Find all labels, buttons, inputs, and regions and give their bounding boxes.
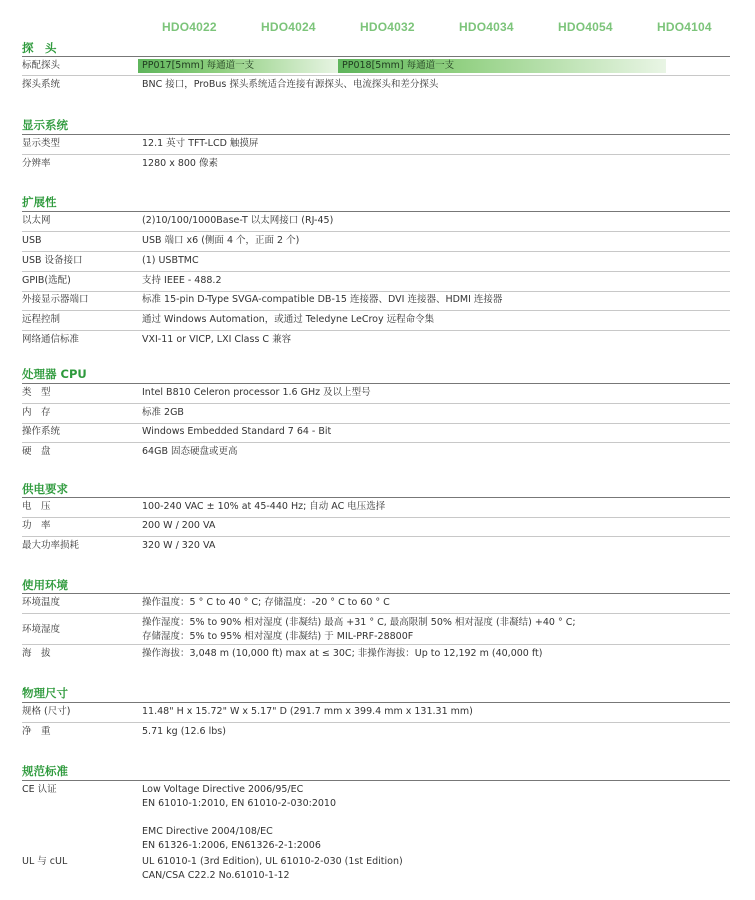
- spec-row-temperature: [22, 596, 730, 614]
- section-rule: [22, 56, 730, 57]
- section-rule: [22, 780, 730, 781]
- spec-label: 电 压: [22, 501, 51, 512]
- spec-row-power: [22, 519, 730, 537]
- section-title-standards: 规范标准: [22, 764, 68, 778]
- spec-row-usb: [22, 234, 730, 252]
- spec-value: 5.71 kg (12.6 lbs): [142, 726, 226, 737]
- spec-label: GPIB(选配): [22, 275, 71, 286]
- spec-row-standard-probe: [22, 59, 730, 76]
- spec-row-external-display: [22, 293, 730, 311]
- model-hdo4034: HDO4034: [459, 20, 514, 34]
- spec-label: 规格 (尺寸): [22, 706, 71, 717]
- model-hdo4024: HDO4024: [261, 20, 316, 34]
- spec-value: [142, 783, 730, 853]
- section-title-physical: 物理尺寸: [22, 686, 68, 700]
- spec-label: UL 与 cUL: [22, 856, 68, 867]
- section-title-power: 供电要求: [22, 482, 68, 496]
- spec-row-usb-device: [22, 254, 730, 272]
- spec-value: 通过 Windows Automation，或通过 Teledyne LeCroy 远程命令集: [142, 314, 435, 325]
- model-hdo4022: HDO4022: [162, 20, 217, 34]
- spec-label: 网络通信标准: [22, 334, 80, 345]
- section-rule: [22, 211, 730, 212]
- spec-row-gpib: [22, 274, 730, 292]
- spec-label: 硬 盘: [22, 446, 51, 457]
- model-hdo4054: HDO4054: [558, 20, 613, 34]
- probe-bar-pp018: PP018[5mm] 每通道一支: [338, 59, 666, 73]
- spec-value: (2)10/100/1000Base-T 以太网接口 (RJ-45): [142, 215, 334, 226]
- section-rule: [22, 593, 730, 594]
- spec-row-os: [22, 425, 730, 443]
- spec-value: 11.48" H x 15.72" W x 5.17" D (291.7 mm x 399.4 mm x 131.31 mm): [142, 706, 473, 717]
- spec-value: Windows Embedded Standard 7 64 - Bit: [142, 426, 332, 437]
- spec-value: 标准 2GB: [142, 407, 184, 418]
- spec-row-memory: [22, 406, 730, 424]
- spec-value: (1) USBTMC: [142, 255, 199, 266]
- spec-row-ul: [22, 855, 730, 885]
- spec-row-cpu-type: [22, 386, 730, 404]
- section-rule: [22, 383, 730, 384]
- spec-label: 环境温度: [22, 597, 61, 608]
- spec-row-max-power: [22, 539, 730, 555]
- spec-row-hard-disk: [22, 445, 730, 461]
- spec-label: 分辨率: [22, 158, 51, 169]
- spec-value-line: EMC Directive 2004/108/EC: [142, 826, 273, 837]
- section-title-probes: 探 头: [22, 41, 57, 55]
- spec-value: 标准 15-pin D-Type SVGA-compatible DB-15 连接器、DVI 连接器、HDMI 连接器: [142, 294, 503, 305]
- spec-row-remote-control: [22, 313, 730, 331]
- spec-value: 100-240 VAC ± 10% at 45-440 Hz; 自动 AC 电压选择: [142, 501, 386, 512]
- model-hdo4032: HDO4032: [360, 20, 415, 34]
- spec-value: [142, 616, 730, 644]
- spec-value: 操作海拔：3,048 m (10,000 ft) max at ≤ 30C; 非操作海拔：Up to 12,192 m (40,000 ft): [142, 648, 543, 659]
- spec-row-weight: [22, 725, 730, 741]
- spec-value: 操作温度：5 ° C to 40 ° C; 存储温度：-20 ° C to 60 ° C: [142, 597, 390, 608]
- spec-row-display-type: [22, 137, 730, 155]
- spec-value: BNC 接口，ProBus 探头系统适合连接有源探头、电流探头和差分探头: [142, 79, 439, 90]
- spec-row-probe-system: [22, 78, 730, 94]
- model-header: [0, 20, 755, 36]
- spec-value: 64GB 固态硬盘或更高: [142, 446, 238, 457]
- spec-value: USB 端口 x6 (侧面 4 个，正面 2 个): [142, 235, 300, 246]
- section-title-cpu: 处理器 CPU: [22, 367, 87, 381]
- section-title-expansion: 扩展性: [22, 195, 57, 209]
- section-title-environment: 使用环境: [22, 578, 68, 592]
- spec-label: 外接显示器端口: [22, 294, 89, 305]
- spec-value: 1280 x 800 像素: [142, 158, 218, 169]
- spec-value: 200 W / 200 VA: [142, 520, 216, 531]
- spec-value-line: UL 61010-1 (3rd Edition), UL 61010-2-030 (1st Edition): [142, 856, 403, 867]
- spec-value-line: CAN/CSA C22.2 No.61010-1-12: [142, 870, 290, 881]
- spec-value: 320 W / 320 VA: [142, 540, 216, 551]
- spec-row-network-standard: [22, 333, 730, 349]
- spec-value: VXI-11 or VICP, LXI Class C 兼容: [142, 334, 292, 345]
- spec-row-humidity: [22, 616, 730, 645]
- spec-value-line: EN 61326-1:2006, EN61326-2-1:2006: [142, 840, 321, 851]
- spec-value: 12.1 英寸 TFT-LCD 触摸屏: [142, 138, 259, 149]
- spec-value: [142, 855, 730, 883]
- spec-label: 净 重: [22, 726, 51, 737]
- spec-label: USB 设备接口: [22, 255, 83, 266]
- spec-label: 远程控制: [22, 314, 61, 325]
- spec-label: 显示类型: [22, 138, 61, 149]
- spec-label: 操作系统: [22, 426, 61, 437]
- spec-row-ethernet: [22, 214, 730, 232]
- spec-row-ce: [22, 783, 730, 855]
- spec-label: 以太网: [22, 215, 51, 226]
- spec-label: USB: [22, 235, 42, 246]
- section-title-display: 显示系统: [22, 118, 68, 132]
- spec-value-line: EN 61010-1:2010, EN 61010-2-030:2010: [142, 798, 336, 809]
- spec-label: 内 存: [22, 407, 51, 418]
- model-hdo4104: HDO4104: [657, 20, 712, 34]
- spec-value: Intel B810 Celeron processor 1.6 GHz 及以上型号: [142, 387, 371, 398]
- spec-value-line: Low Voltage Directive 2006/95/EC: [142, 784, 304, 795]
- spec-row-resolution: [22, 157, 730, 173]
- spec-label: 环境湿度: [22, 624, 61, 635]
- spec-row-altitude: [22, 647, 730, 663]
- spec-label: 探头系统: [22, 79, 61, 90]
- spec-label: 类 型: [22, 387, 51, 398]
- spec-value-spacer: [142, 811, 730, 825]
- section-rule: [22, 497, 730, 498]
- spec-label: 最大功率损耗: [22, 540, 80, 551]
- spec-label: 功 率: [22, 520, 51, 531]
- spec-label: CE 认证: [22, 784, 57, 795]
- spec-label: 海 拔: [22, 648, 51, 659]
- spec-value-line: 操作湿度：5% to 90% 相对湿度 (非凝结) 最高 +31 ° C, 最高限制 50% 相对湿度 (非凝结) +40 ° C;: [142, 617, 576, 628]
- probe-bar-pp017: PP017[5mm] 每通道一支: [138, 59, 340, 73]
- section-rule: [22, 702, 730, 703]
- section-rule: [22, 134, 730, 135]
- spec-value: 支持 IEEE - 488.2: [142, 275, 222, 286]
- spec-label: 标配探头: [22, 60, 61, 71]
- spec-row-voltage: [22, 500, 730, 518]
- spec-value-line: 存储湿度：5% to 95% 相对湿度 (非凝结) 于 MIL-PRF-28800F: [142, 631, 414, 642]
- spec-row-dimensions: [22, 705, 730, 723]
